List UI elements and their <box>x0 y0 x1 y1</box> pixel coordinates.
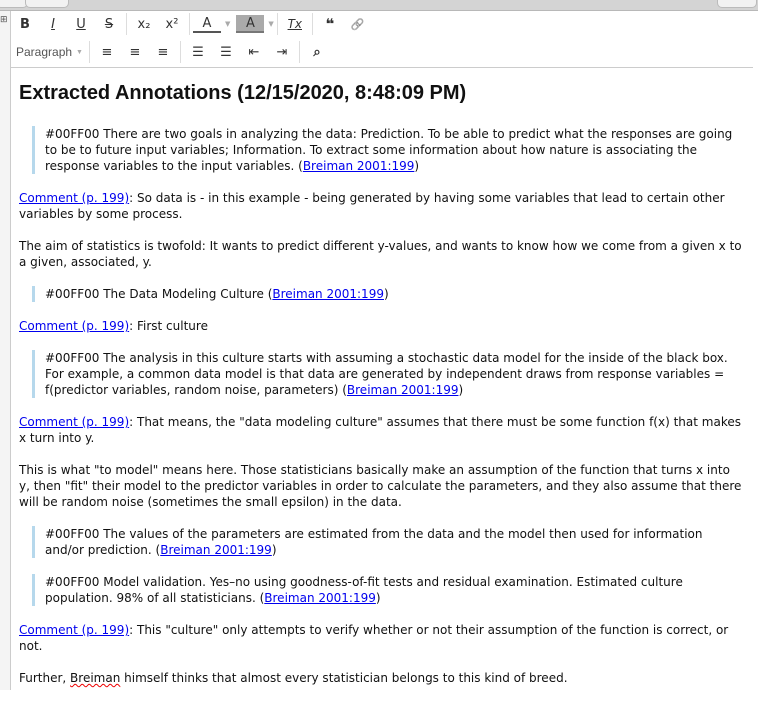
paragraph-text: This is what "to model" means here. Those statisticians basically make an assumption of the function that turns x into y, then "fit" their model to the predictor variables in order to calculate the parameters, and they also assume that there will be random noise (sometimes the small epsilon) in the data. <box>19 463 742 509</box>
numbered-list-button[interactable]: ☰ <box>220 44 232 60</box>
citation-link[interactable]: Breiman 2001:199 <box>302 159 415 173</box>
paragraph <box>19 238 744 270</box>
annotation-comment <box>19 414 744 446</box>
divider <box>189 13 190 35</box>
citation-link[interactable]: Breiman 2001:199 <box>264 591 376 605</box>
blockquote-icon[interactable]: ❝ <box>325 15 335 33</box>
underline-button[interactable]: U <box>76 16 86 32</box>
tab-stub[interactable] <box>25 0 69 8</box>
window-top-bar <box>0 0 758 11</box>
background-color-button[interactable]: A <box>236 15 264 33</box>
quote-text: #00FF00 Model validation. Yes–no using goodness-of-fit tests and residual examination. Estimated culture population. 98% of all statisticians. ( <box>45 575 683 605</box>
align-left-button[interactable]: ≡ <box>101 44 113 60</box>
annotation-blocks <box>19 126 744 654</box>
misspelled-word: Breiman <box>70 671 121 685</box>
text: ) <box>383 287 389 301</box>
grid-icon: ⊞ <box>0 15 8 25</box>
editor-toolbar <box>11 11 753 68</box>
text: himself thinks that almost every statistician belongs to this kind of breed. <box>120 671 568 685</box>
document-title: Extracted Annotations (12/15/2020, 8:48:09 PM) <box>19 82 467 104</box>
divider <box>277 13 278 35</box>
annotation-quote <box>32 286 744 302</box>
comment-text: : First culture <box>129 319 208 333</box>
align-right-button[interactable]: ≡ <box>157 44 169 60</box>
quote-text: #00FF00 The values of the parameters are estimated from the data and the model then used for information and/or prediction. ( <box>45 527 703 557</box>
toolbar-row-2 <box>11 39 331 65</box>
quote-text: #00FF00 The Data Modeling Culture ( <box>45 287 273 301</box>
chevron-down-icon[interactable]: ▼ <box>225 20 231 28</box>
comment-text: : This "culture" only attempts to verify whether or not their assumption of the function is correct, or not. <box>19 623 729 653</box>
superscript-button[interactable]: x² <box>165 16 179 32</box>
tab-stub[interactable] <box>717 0 757 8</box>
annotation-quote <box>32 126 744 174</box>
paragraph-text: The aim of statistics is twofold: It wants to predict different y-values, and wants to know how we come from a given x to a given, associated, y. <box>19 239 742 269</box>
citation-link[interactable]: Breiman 2001:199 <box>160 543 272 557</box>
format-select[interactable] <box>11 41 86 63</box>
divider <box>126 13 127 35</box>
quote-text: #00FF00 There are two goals in analyzing the data: Prediction. To be able to predict what the responses are going to be to future input variables; Information. To extract some information about how nature is associating the response variables to the input variables. ( <box>45 127 733 173</box>
quote-text: #00FF00 The analysis in this culture starts with assuming a stochastic data model for the inside of the black box. For example, a common data model is that data are generated by independent draws from response variables = f(predictor variables, random noise, parameters) ( <box>45 351 728 397</box>
indent-button[interactable]: ⇥ <box>276 44 288 60</box>
bold-button[interactable]: B <box>20 16 30 32</box>
text: ) <box>271 543 277 557</box>
left-pane-edge <box>0 11 11 690</box>
text: Further, <box>19 671 71 685</box>
align-center-button[interactable]: ≡ <box>129 44 141 60</box>
comment-link[interactable]: Comment (p. 199) <box>19 319 130 333</box>
annotation-comment <box>19 622 744 654</box>
text: ) <box>458 383 464 397</box>
divider <box>312 13 313 35</box>
annotation-comment <box>19 190 744 222</box>
toolbar-row-1 <box>11 11 372 37</box>
bullet-list-button[interactable]: ☰ <box>192 44 204 60</box>
italic-button[interactable]: I <box>51 16 55 32</box>
outdent-button[interactable]: ⇤ <box>248 44 260 60</box>
chevron-down-icon[interactable]: ▼ <box>268 20 274 28</box>
find-replace-icon[interactable]: ⌕ <box>313 44 321 60</box>
annotation-quote <box>32 350 744 398</box>
citation-link[interactable]: Breiman 2001:199 <box>346 383 459 397</box>
tab-stub[interactable] <box>0 0 28 8</box>
annotation-comment <box>19 318 744 334</box>
comment-link[interactable]: Comment (p. 199) <box>19 191 130 205</box>
citation-link[interactable]: Breiman 2001:199 <box>272 287 384 301</box>
annotation-quote <box>32 526 744 558</box>
strikethrough-button[interactable]: S <box>104 16 114 32</box>
paragraph <box>19 670 744 686</box>
format-select-value: Paragraph <box>16 45 73 59</box>
subscript-button[interactable]: x₂ <box>137 16 151 32</box>
paragraph <box>19 462 744 510</box>
clear-formatting-button[interactable]: Tx <box>287 17 302 31</box>
text: ) <box>375 591 381 605</box>
divider <box>89 41 90 63</box>
editor-content[interactable] <box>19 80 744 702</box>
annotation-quote <box>32 574 744 606</box>
link-icon[interactable]: 🔗 <box>350 17 365 31</box>
comment-link[interactable]: Comment (p. 199) <box>19 623 130 637</box>
text: ) <box>414 159 420 173</box>
comment-text: : So data is - in this example - being generated by having some variables that lead to certain other variables by some process. <box>19 191 725 221</box>
comment-text: : That means, the "data modeling culture" assumes that there must be some function f(x) that makes x turn into y. <box>19 415 741 445</box>
chevron-down-icon: ▼ <box>76 48 83 56</box>
divider <box>299 41 300 63</box>
comment-link[interactable]: Comment (p. 199) <box>19 415 130 429</box>
text-color-button[interactable]: A <box>193 15 221 33</box>
divider <box>180 41 181 63</box>
